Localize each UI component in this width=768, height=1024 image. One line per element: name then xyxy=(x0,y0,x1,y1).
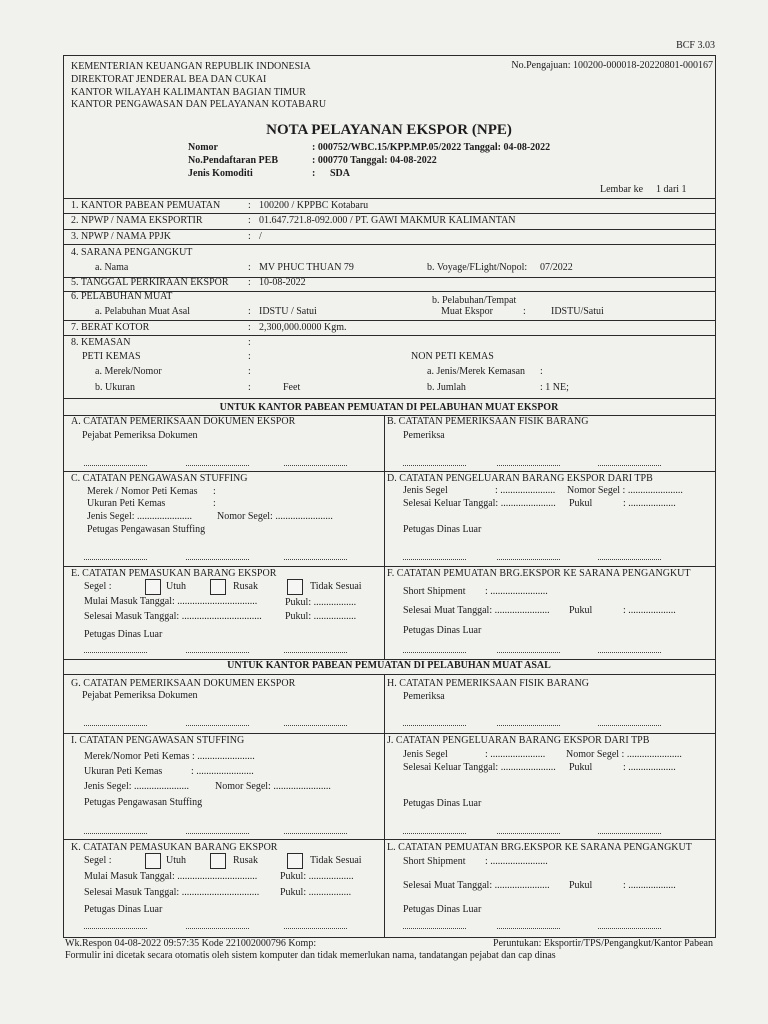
berat-label: 7. BERAT KOTOR xyxy=(71,322,150,333)
footer-peruntukan: Peruntukan: Eksportir/TPS/Pengangkut/Kantor Pabean xyxy=(493,938,713,949)
divider xyxy=(63,566,715,567)
signature-line xyxy=(598,465,661,466)
header-regional-office: KANTOR WILAYAH KALIMANTAN BAGIAN TIMUR xyxy=(71,87,306,98)
block-i-signer: Petugas Pengawasan Stuffing xyxy=(84,797,203,808)
colon: : xyxy=(248,215,251,226)
block-i-nomor-segel: Nomor Segel: ....................... xyxy=(215,781,331,792)
block-l-short: Short Shipment xyxy=(403,856,466,867)
block-c-nomor-segel: Nomor Segel: ....................... xyxy=(217,511,333,522)
colon: : xyxy=(248,200,251,211)
signature-line xyxy=(497,652,560,653)
block-d-nomor-segel: Nomor Segel : ...................... xyxy=(567,485,683,496)
peb-value: : 000770 Tanggal: 04-08-2022 xyxy=(312,155,437,166)
signature-line xyxy=(598,928,661,929)
block-j-jenis-segel-blank: : ...................... xyxy=(485,749,546,760)
block-j-signer: Petugas Dinas Luar xyxy=(403,798,482,809)
block-e-utuh: Utuh xyxy=(166,581,186,592)
signature-line xyxy=(186,833,249,834)
sarana-voyage-label: b. Voyage/FLight/Nopol: xyxy=(427,262,528,273)
block-c-merek: Merek / Nomor Peti Kemas xyxy=(87,486,198,497)
signature-line xyxy=(598,652,661,653)
checkbox-tidak-sesuai[interactable] xyxy=(287,853,303,869)
block-e-rusak: Rusak xyxy=(233,581,258,592)
block-d-pukul: Pukul xyxy=(569,498,593,509)
kantor-value: 100200 / KPPBC Kotabaru xyxy=(259,200,369,211)
jenis-kemasan-label: a. Jenis/Merek Kemasan xyxy=(427,366,526,377)
checkbox-rusak[interactable] xyxy=(210,853,226,869)
block-l-title: L. CATATAN PEMUATAN BRG.EKSPOR KE SARANA PENGANGKUT xyxy=(387,842,692,853)
header-office: KANTOR PENGAWASAN DAN PELAYANAN KOTABARU xyxy=(71,99,327,110)
block-d-selesai: Selesai Keluar Tanggal: ...................... xyxy=(403,498,556,509)
signature-line xyxy=(497,465,560,466)
block-f-selesai: Selesai Muat Tanggal: ...................... xyxy=(403,605,550,616)
section-heading-asal: UNTUK KANTOR PABEAN PEMUATAN DI PELABUHAN MUAT ASAL xyxy=(227,660,551,671)
block-d-signer: Petugas Dinas Luar xyxy=(403,524,482,535)
signature-line xyxy=(284,833,347,834)
block-k-selesai-pukul: Pukul: ................. xyxy=(280,887,352,898)
divider xyxy=(63,471,715,472)
signature-line xyxy=(403,928,466,929)
block-k-rusak: Rusak xyxy=(233,855,258,866)
signature-line xyxy=(598,725,661,726)
colon: : xyxy=(213,486,216,497)
block-f-title: F. CATATAN PEMUATAN BRG.EKSPOR KE SARANA PENGANGKUT xyxy=(387,568,691,579)
divider xyxy=(63,320,715,321)
block-g-signer: Pejabat Pemeriksa Dokumen xyxy=(82,690,198,701)
signature-line xyxy=(186,928,249,929)
sarana-voyage-value: 07/2022 xyxy=(540,262,573,273)
block-b-signer: Pemeriksa xyxy=(403,430,445,441)
ppjk-label: 3. NPWP / NAMA PPJK xyxy=(71,231,171,242)
pelabuhan-ekspor-label-2: Muat Ekspor xyxy=(441,306,493,317)
block-d-jenis-segel-blank: : ...................... xyxy=(495,485,556,496)
block-j-selesai: Selesai Keluar Tanggal: ...................... xyxy=(403,762,556,773)
block-l-selesai: Selesai Muat Tanggal: ...................... xyxy=(403,880,550,891)
divider xyxy=(63,398,715,399)
signature-line xyxy=(84,559,147,560)
block-k-tidak-sesuai: Tidak Sesuai xyxy=(310,855,362,866)
signature-line xyxy=(403,465,466,466)
kemasan-label: 8. KEMASAN xyxy=(71,337,131,348)
footer-note: Formulir ini dicetak secara otomatis oleh sistem komputer dan tidak memerlukan nama, tandatangan pejabat dan cap dinas xyxy=(65,950,556,961)
non-peti-kemas-label: NON PETI KEMAS xyxy=(411,351,494,362)
divider xyxy=(63,839,715,840)
block-f-signer: Petugas Dinas Luar xyxy=(403,625,482,636)
signature-line xyxy=(186,652,249,653)
berat-value: 2,300,000.0000 Kgm. xyxy=(259,322,347,333)
pelabuhan-asal-label: a. Pelabuhan Muat Asal xyxy=(95,306,190,317)
block-l-short-blank: : ....................... xyxy=(485,856,548,867)
sarana-label: 4. SARANA PENGANGKUT xyxy=(71,247,193,258)
block-e-segel: Segel : xyxy=(84,581,112,592)
lembar-value: 1 dari 1 xyxy=(656,184,687,195)
signature-line xyxy=(403,725,466,726)
block-d-pukul-blank: : ................... xyxy=(623,498,676,509)
block-f-short-blank: : ....................... xyxy=(485,586,548,597)
signature-line xyxy=(403,833,466,834)
nomor-label: Nomor xyxy=(188,142,218,153)
document-title: NOTA PELAYANAN EKSPOR (NPE) xyxy=(266,122,512,138)
block-k-mulai: Mulai Masuk Tanggal: ................................ xyxy=(84,871,258,882)
block-i-ukuran-blank: : ....................... xyxy=(191,766,254,777)
pelabuhan-ekspor-value: IDSTU/Satui xyxy=(551,306,604,317)
divider xyxy=(63,674,715,675)
signature-line xyxy=(403,559,466,560)
signature-line xyxy=(403,652,466,653)
block-c-jenis-segel: Jenis Segel: ...................... xyxy=(87,511,192,522)
header-ministry: KEMENTERIAN KEUANGAN REPUBLIK INDONESIA xyxy=(71,61,311,72)
signature-line xyxy=(84,725,147,726)
kantor-label: 1. KANTOR PABEAN PEMUATAN xyxy=(71,200,221,211)
divider xyxy=(63,198,715,199)
colon: : xyxy=(248,231,251,242)
checkbox-rusak[interactable] xyxy=(210,579,226,595)
block-j-title: J. CATATAN PENGELUARAN BARANG EKSPOR DARI TPB xyxy=(387,735,650,746)
block-k-segel: Segel : xyxy=(84,855,112,866)
signature-line xyxy=(284,725,347,726)
signature-line xyxy=(186,559,249,560)
block-j-pukul-blank: : ................... xyxy=(623,762,676,773)
signature-line xyxy=(84,833,147,834)
block-f-pukul-blank: : ................... xyxy=(623,605,676,616)
block-e-mulai-pukul: Pukul: ................. xyxy=(285,597,357,608)
block-e-mulai: Mulai Masuk Tanggal: ................................ xyxy=(84,596,258,607)
colon: : xyxy=(248,277,251,288)
signature-line xyxy=(84,928,147,929)
checkbox-utuh[interactable] xyxy=(145,853,161,869)
footer-response: Wk.Respon 04-08-2022 09:57:35 Kode 221002000796 Komp: xyxy=(65,938,317,949)
colon: : xyxy=(248,262,251,273)
block-k-mulai-pukul: Pukul: .................. xyxy=(280,871,354,882)
colon: : xyxy=(248,382,251,393)
block-g-title: G. CATATAN PEMERIKSAAN DOKUMEN EKSPOR xyxy=(71,678,296,689)
eksportir-value: 01.647.721.8-092.000 / PT. GAWI MAKMUR KALIMANTAN xyxy=(259,215,516,226)
signature-line xyxy=(598,833,661,834)
komoditi-label: Jenis Komoditi xyxy=(188,168,253,179)
divider xyxy=(63,213,715,214)
sarana-nama-label: a. Nama xyxy=(95,262,129,273)
eksportir-label: 2. NPWP / NAMA EKSPORTIR xyxy=(71,215,203,226)
tanggal-label: 5. TANGGAL PERKIRAAN EKSPOR xyxy=(71,277,229,288)
jumlah-value: : 1 NE; xyxy=(540,382,569,393)
block-l-pukul-blank: : ................... xyxy=(623,880,676,891)
block-d-jenis-segel: Jenis Segel xyxy=(403,485,448,496)
block-c-signer: Petugas Pengawasan Stuffing xyxy=(87,524,206,535)
signature-line xyxy=(84,465,147,466)
block-i-jenis-segel: Jenis Segel: ...................... xyxy=(84,781,189,792)
signature-line xyxy=(497,725,560,726)
signature-line xyxy=(186,725,249,726)
merek-label: a. Merek/Nomor xyxy=(95,366,162,377)
jumlah-label: b. Jumlah xyxy=(427,382,466,393)
sarana-nama-value: MV PHUC THUAN 79 xyxy=(259,262,354,273)
block-i-merek: Merek/Nomor Peti Kemas : ....................... xyxy=(84,751,255,762)
signature-line xyxy=(284,928,347,929)
signature-line xyxy=(284,465,347,466)
divider xyxy=(63,229,715,230)
block-k-selesai: Selesai Masuk Tanggal: ............................... xyxy=(84,887,260,898)
signature-line xyxy=(84,652,147,653)
block-i-title: I. CATATAN PENGAWASAN STUFFING xyxy=(71,735,245,746)
block-j-nomor-segel: Nomor Segel : ...................... xyxy=(566,749,682,760)
pelabuhan-asal-value: IDSTU / Satui xyxy=(259,306,317,317)
divider xyxy=(63,335,715,336)
colon: : xyxy=(213,498,216,509)
colon: : xyxy=(523,306,526,317)
pelabuhan-label: 6. PELABUHAN MUAT xyxy=(71,291,173,302)
block-c-ukuran: Ukuran Peti Kemas xyxy=(87,498,166,509)
block-f-short: Short Shipment xyxy=(403,586,466,597)
block-k-utuh: Utuh xyxy=(166,855,186,866)
divider xyxy=(63,733,715,734)
pelabuhan-ekspor-label-1: b. Pelabuhan/Tempat xyxy=(432,295,517,306)
block-h-title: H. CATATAN PEMERIKSAAN FISIK BARANG xyxy=(387,678,590,689)
signature-line xyxy=(598,559,661,560)
block-e-signer: Petugas Dinas Luar xyxy=(84,629,163,640)
block-k-signer: Petugas Dinas Luar xyxy=(84,904,163,915)
block-a-signer: Pejabat Pemeriksa Dokumen xyxy=(82,430,198,441)
signature-line xyxy=(497,833,560,834)
ukuran-label: b. Ukuran xyxy=(95,382,135,393)
block-e-tidak-sesuai: Tidak Sesuai xyxy=(310,581,362,592)
colon: : xyxy=(248,366,251,377)
block-e-title: E. CATATAN PEMASUKAN BARANG EKSPOR xyxy=(71,568,277,579)
checkbox-tidak-sesuai[interactable] xyxy=(287,579,303,595)
signature-line xyxy=(284,652,347,653)
section-heading-ekspor: UNTUK KANTOR PABEAN PEMUATAN DI PELABUHAN MUAT EKSPOR xyxy=(219,402,559,413)
colon: : xyxy=(540,366,543,377)
block-i-ukuran: Ukuran Peti Kemas xyxy=(84,766,163,777)
colon: : xyxy=(248,306,251,317)
block-d-title: D. CATATAN PENGELUARAN BARANG EKSPOR DARI TPB xyxy=(387,473,653,484)
form-code: BCF 3.03 xyxy=(676,40,715,51)
divider xyxy=(63,244,715,245)
checkbox-utuh[interactable] xyxy=(145,579,161,595)
nomor-value: : 000752/WBC.15/KPP.MP.05/2022 Tanggal: 04-08-2022 xyxy=(312,142,551,153)
block-a-title: A. CATATAN PEMERIKSAAN DOKUMEN EKSPOR xyxy=(71,416,296,427)
tanggal-value: 10-08-2022 xyxy=(259,277,306,288)
block-j-jenis-segel: Jenis Segel xyxy=(403,749,448,760)
signature-line xyxy=(497,559,560,560)
komoditi-colon: : xyxy=(312,168,316,179)
colon: : xyxy=(248,322,251,333)
peti-kemas-label: PETI KEMAS xyxy=(82,351,141,362)
komoditi-value: SDA xyxy=(330,168,351,179)
block-c-title: C. CATATAN PENGAWASAN STUFFING xyxy=(71,473,248,484)
signature-line xyxy=(284,559,347,560)
block-b-title: B. CATATAN PEMERIKSAAN FISIK BARANG xyxy=(387,416,589,427)
block-e-selesai-pukul: Pukul: ................. xyxy=(285,611,357,622)
ppjk-value: / xyxy=(259,231,262,242)
signature-line xyxy=(497,928,560,929)
block-l-signer: Petugas Dinas Luar xyxy=(403,904,482,915)
peb-label: No.Pendaftaran PEB xyxy=(188,155,278,166)
block-h-signer: Pemeriksa xyxy=(403,691,445,702)
ukuran-unit: Feet xyxy=(283,382,301,393)
colon: : xyxy=(248,351,251,362)
block-j-pukul: Pukul xyxy=(569,762,593,773)
column-divider xyxy=(384,415,385,659)
no-pengajuan: No.Pengajuan: 100200-000018-20220801-000167 xyxy=(511,60,713,71)
header-directorate: DIREKTORAT JENDERAL BEA DAN CUKAI xyxy=(71,74,267,85)
block-k-title: K. CATATAN PEMASUKAN BARANG EKSPOR xyxy=(71,842,278,853)
colon: : xyxy=(248,337,251,348)
block-l-pukul: Pukul xyxy=(569,880,593,891)
block-f-pukul: Pukul xyxy=(569,605,593,616)
signature-line xyxy=(186,465,249,466)
block-e-selesai: Selesai Masuk Tanggal: ................................ xyxy=(84,611,262,622)
lembar-label: Lembar ke xyxy=(600,184,644,195)
column-divider xyxy=(384,674,385,937)
